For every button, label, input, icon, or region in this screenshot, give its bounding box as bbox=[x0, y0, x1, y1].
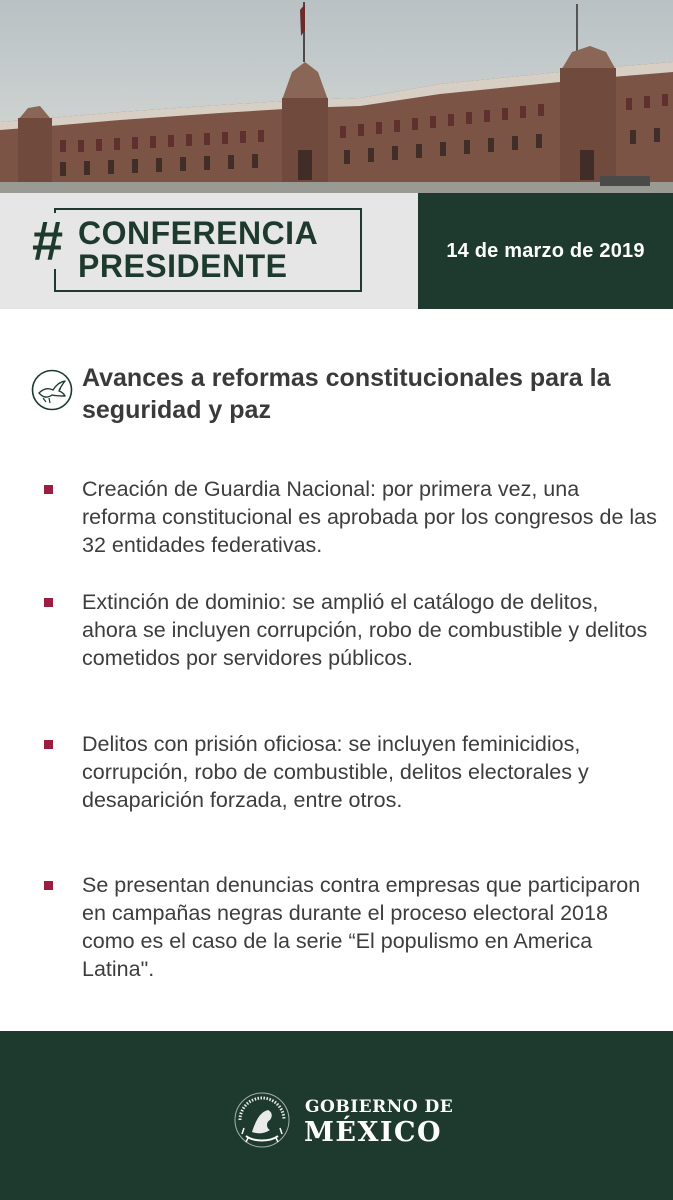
government-logo-line1: GOBIERNO DE bbox=[305, 1097, 454, 1117]
hashtag-symbol: # bbox=[32, 209, 64, 272]
bullet-square-icon bbox=[44, 485, 53, 494]
title-band bbox=[0, 193, 673, 309]
conference-title-panel bbox=[0, 193, 418, 309]
conference-date: 14 de marzo de 2019 bbox=[446, 239, 645, 262]
bullet-square-icon bbox=[44, 598, 53, 607]
bullet-square-icon bbox=[44, 740, 53, 749]
bullet-text: Delitos con prisión oficiosa: se incluyen feminicidios, corrupción, robo de combustible, delitos electorales y desaparición forzada, entre otros. bbox=[82, 732, 589, 812]
government-logo-line2: MÉXICO bbox=[304, 1117, 443, 1148]
date-panel bbox=[418, 193, 673, 309]
footer bbox=[0, 1031, 673, 1200]
bullet-text: Creación de Guardia Nacional: por primera vez, una reforma constitucional es aprobada por los congresos de las 32 entidades federativas. bbox=[82, 477, 657, 557]
bullet-text: Se presentan denuncias contra empresas que participaron en campañas negras durante el proceso electoral 2018 como es el caso de la serie “El populismo en America Latina". bbox=[82, 873, 641, 981]
bullet-text: Extinción de dominio: se amplió el catálogo de delitos, ahora se incluyen corrupción, robo de combustible y delitos cometidos por servidores públicos. bbox=[82, 590, 648, 670]
title-line-presidente: PRESIDENTE bbox=[78, 248, 288, 284]
section-title: Avances a reformas constitucionales para la seguridad y paz bbox=[82, 364, 611, 424]
bullet-square-icon bbox=[44, 881, 53, 890]
header-photo-palacio-nacional bbox=[0, 0, 673, 193]
coat-of-arms-seal-icon bbox=[232, 1090, 296, 1150]
dove-icon bbox=[30, 368, 74, 412]
title-line-conferencia: CONFERENCIA bbox=[78, 215, 319, 251]
